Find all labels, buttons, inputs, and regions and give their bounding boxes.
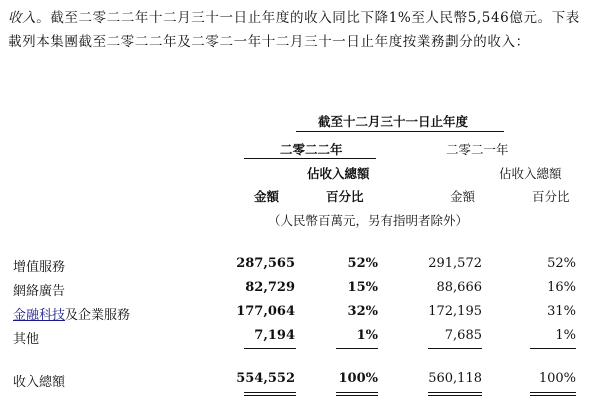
total-percent-2021: 100% xyxy=(538,371,576,386)
subtotal-line-percent-2022 xyxy=(336,348,378,349)
total-amount-2022: 554,552 xyxy=(236,371,295,386)
total-line-amount-2021-double xyxy=(428,395,482,396)
row-label: 其他 xyxy=(13,332,40,347)
cell-percent-2021: 16% xyxy=(547,280,576,295)
year-2021-header: 二零二一年 xyxy=(446,142,509,157)
cell-amount-2021: 88,666 xyxy=(436,280,482,295)
row-label-rest: 及企業服務 xyxy=(65,308,131,323)
row-label xyxy=(13,304,130,323)
period-underline xyxy=(296,131,504,132)
cell-percent-2022: 15% xyxy=(347,280,378,295)
row-label: 網絡廣告 xyxy=(13,284,66,299)
cell-percent-2022: 32% xyxy=(347,304,378,319)
row-label: 增值服務 xyxy=(13,260,66,275)
total-line-amount-2021 xyxy=(428,392,482,393)
cell-amount-2022: 82,729 xyxy=(245,280,295,295)
total-label: 收入總額 xyxy=(13,375,66,390)
total-percent-2022: 100% xyxy=(338,371,378,386)
cell-percent-2021: 31% xyxy=(547,304,576,319)
total-line-percent-2022 xyxy=(336,392,378,393)
period-header: 截至十二月三十一日止年度 xyxy=(318,114,469,129)
cell-amount-2021: 7,685 xyxy=(444,328,482,343)
total-line-amount-2022 xyxy=(244,392,296,393)
pct-header-2021: 佔收入總額 xyxy=(499,166,562,181)
cell-amount-2022: 177,064 xyxy=(236,304,295,319)
total-line-percent-2021-double xyxy=(530,395,576,396)
percent-header-2021: 百分比 xyxy=(532,189,570,204)
percent-header-2022: 百分比 xyxy=(326,189,364,204)
cell-percent-2022: 1% xyxy=(356,328,378,343)
cell-amount-2022: 287,565 xyxy=(236,256,295,271)
subtotal-line-amount-2021 xyxy=(428,348,482,349)
unit-note: （人民幣百萬元，另有指明者除外） xyxy=(268,213,469,228)
total-line-amount-2022-double xyxy=(244,395,296,396)
cell-percent-2021: 52% xyxy=(547,256,576,271)
total-line-percent-2022-double xyxy=(336,395,378,396)
amount-header-2022: 金額 xyxy=(254,189,280,204)
total-amount-2021: 560,118 xyxy=(428,371,482,386)
amount-header-2021: 金額 xyxy=(450,189,476,204)
pct-header-2022: 佔收入總額 xyxy=(307,166,370,181)
cell-percent-2022: 52% xyxy=(347,256,378,271)
subtotal-line-amount-2022 xyxy=(244,348,296,349)
intro-sep: 。 xyxy=(36,10,51,26)
cell-percent-2021: 1% xyxy=(555,328,576,343)
fintech-link[interactable]: 金融科技 xyxy=(13,308,66,323)
cell-amount-2021: 172,195 xyxy=(428,304,482,319)
year-2022-header: 二零二二年 xyxy=(280,142,343,157)
total-line-percent-2021 xyxy=(530,392,576,393)
year-2022-underline xyxy=(244,158,376,159)
cell-amount-2021: 291,572 xyxy=(428,256,482,271)
intro-paragraph xyxy=(8,6,592,54)
intro-text: 截至二零二二年十二月三十一日止年度的收入同比下降1%至人民幣5,546億元。下表載列本集團截至二零二二年及二零二一年十二月三十一日止年度按業務劃分的收入： xyxy=(8,10,580,50)
subtotal-line-percent-2021 xyxy=(530,348,576,349)
cell-amount-2022: 7,194 xyxy=(254,328,295,343)
intro-lead: 收入 xyxy=(8,10,37,26)
